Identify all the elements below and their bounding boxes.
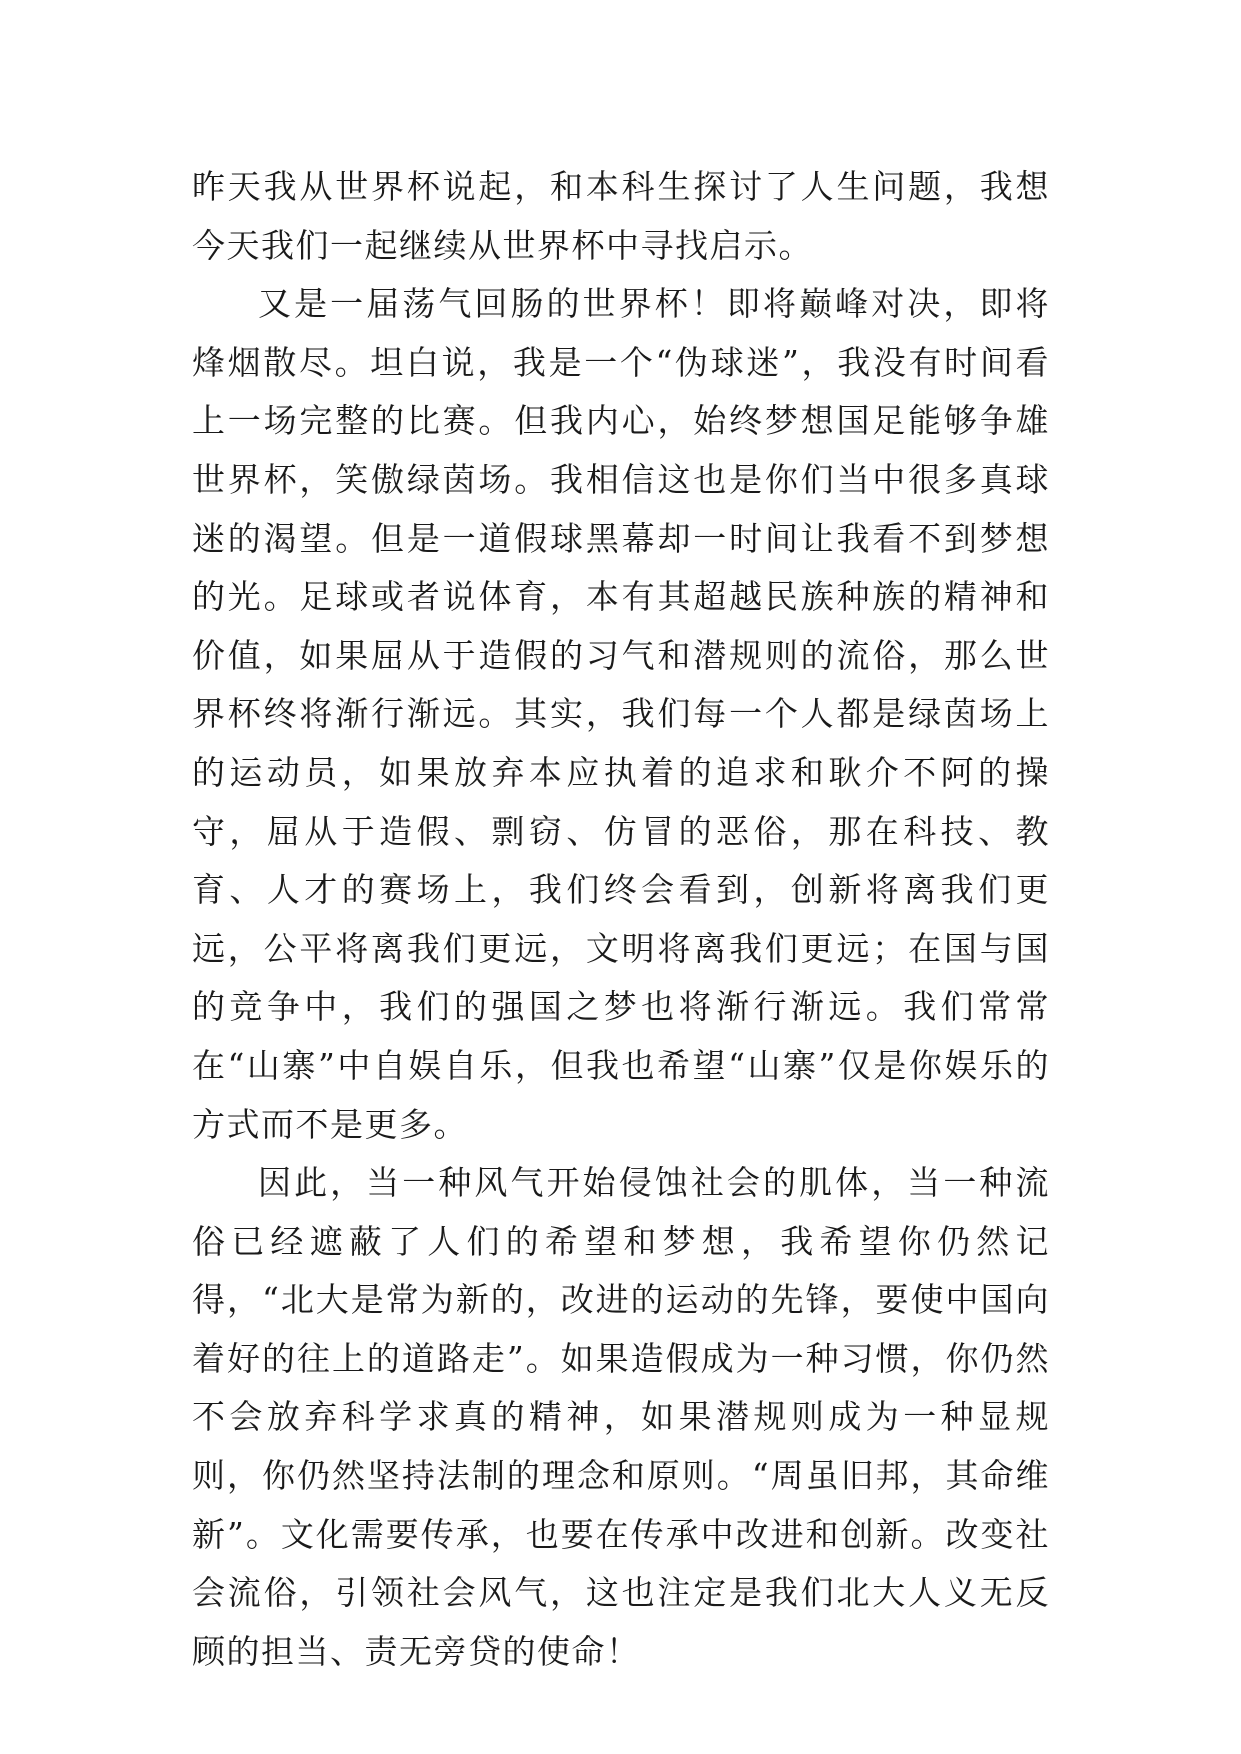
paragraph-2: 又是一届荡气回肠的世界杯！即将巅峰对决，即将烽烟散尽。坦白说，我是一个“伪球迷”，我没有时间看上一场完整的比赛。但我内心，始终梦想国足能够争雄世界杯，笑傲绿茵场。我相信这也是你们当中很多真球迷的渴望。但是一道假球黑幕却一时间让我看不到梦想的光。足球或者说体育，本有其超越民族种族的精神和价值，如果屈从于造假的习气和潜规则的流俗，那么世界杯终将渐行渐远。其实，我们每一个人都是绿茵场上的运动员，如果放弃本应执着的追求和耿介不阿的操守，屈从于造假、剽窃、仿冒的恶俗，那在科技、教育、人才的赛场上，我们终会看到，创新将离我们更远，公平将离我们更远，文明将离我们更远；在国与国的竞争中，我们的强国之梦也将渐行渐远。我们常常在“山寨”中自娱自乐，但我也希望“山寨”仅是你娱乐的方式而不是更多。 bbox=[192, 284, 1050, 1144]
document-body bbox=[192, 158, 1050, 1681]
paragraph-3: 因此，当一种风气开始侵蚀社会的肌体，当一种流俗已经遮蔽了人们的希望和梦想，我希望你仍然记得，“北大是常为新的，改进的运动的先锋，要使中国向着好的往上的道路走”。如果造假成为一种习惯，你仍然不会放弃科学求真的精神，如果潜规则成为一种显规则，你仍然坚持法制的理念和原则。“周虽旧邦，其命维新”。文化需要传承，也要在传承中改进和创新。改变社会流俗，引领社会风气，这也注定是我们北大人义无反顾的担当、责无旁贷的使命！ bbox=[192, 1163, 1050, 1671]
paragraph-1: 昨天我从世界杯说起，和本科生探讨了人生问题，我想今天我们一起继续从世界杯中寻找启示。 bbox=[192, 167, 1050, 265]
